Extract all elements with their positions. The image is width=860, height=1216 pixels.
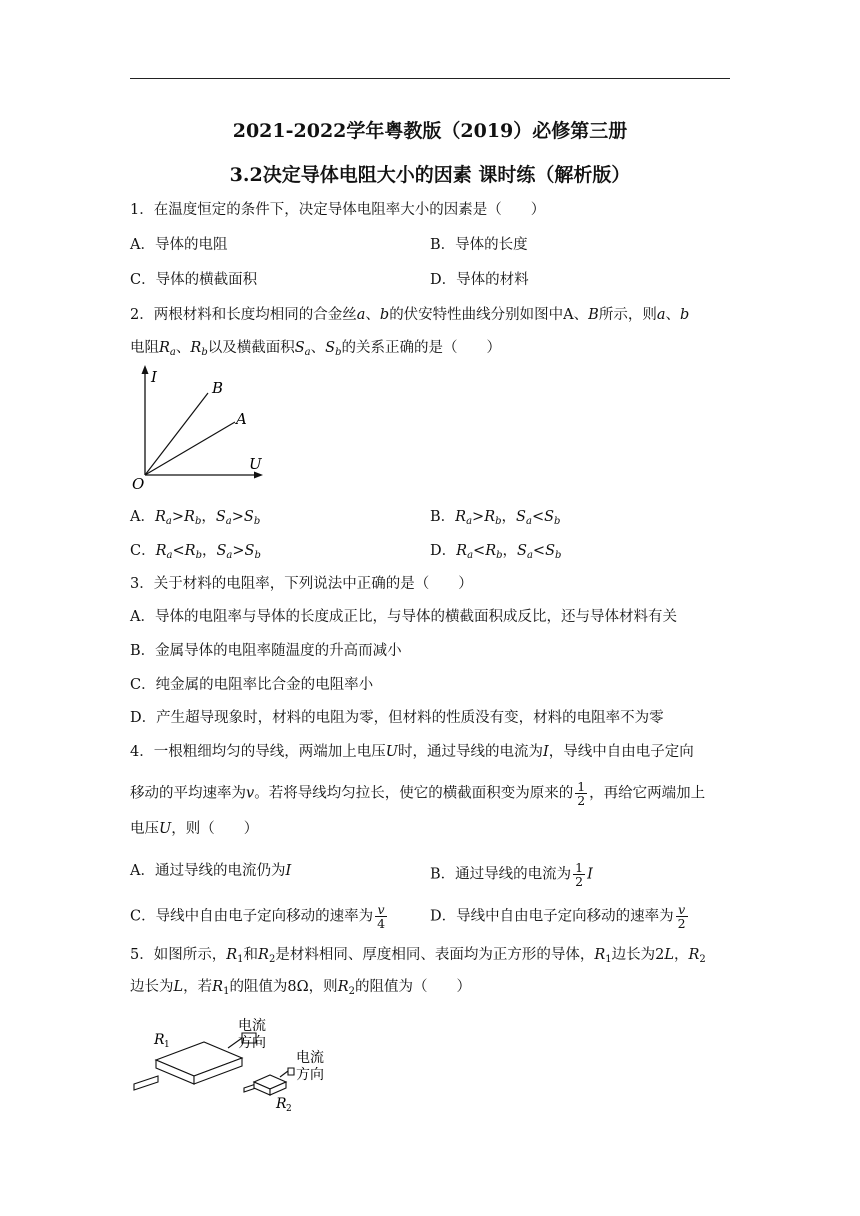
iu-graph bbox=[128, 362, 268, 492]
r1-current-label-1: 电流 bbox=[238, 1018, 266, 1034]
q1-option-c: C．导体的横截面积 bbox=[130, 272, 258, 288]
origin-label: O bbox=[132, 475, 145, 492]
q3-option-a: A．导体的电阻率与导体的长度成正比，与导体的横截面积成反比，还与导体材料有关 bbox=[130, 609, 677, 625]
q1-option-d: D．导体的材料 bbox=[430, 272, 529, 288]
q4-stem-line-2: 移动的平均速率为v。若将导线均匀拉长，使它的横截面积变为原来的 $\frac{1}{2}$ ，再给它两端加上 bbox=[130, 779, 706, 808]
y-axis-label: I bbox=[151, 368, 157, 386]
r1-lead-left bbox=[134, 1076, 158, 1090]
q4-option-a: A．通过导线的电流仍为I bbox=[130, 863, 292, 879]
title-line-2: 3.2决定导体电阻大小的因素 课时练（解析版） bbox=[229, 164, 631, 186]
conductor-figure bbox=[128, 1012, 348, 1112]
q3-stem: 3．关于材料的电阻率，下列说法中正确的是（ ） bbox=[130, 576, 473, 592]
q4-stem-line-1: 4．一根粗细均匀的导线，两端加上电压U时，通过导线的电流为I，导线中自由电子定向 bbox=[130, 744, 694, 760]
line-b bbox=[145, 393, 208, 475]
q1-option-a: A．导体的电阻 bbox=[130, 237, 228, 253]
q4-option-c: C．导线中自由电子定向移动的速率为 $\frac{v}{4}$ bbox=[130, 902, 386, 931]
line-a bbox=[145, 422, 235, 475]
r1-current-label-2: 方向 bbox=[238, 1035, 266, 1051]
q3-option-c: C．纯金属的电阻率比合金的电阻率小 bbox=[130, 677, 374, 693]
r2-subscript: 2 bbox=[286, 1104, 292, 1112]
q4-option-d: D．导线中自由电子定向移动的速率为 $\frac{v}{2}$ bbox=[430, 902, 686, 931]
line-a-label: A bbox=[236, 410, 247, 428]
q2-option-c: C．$R_a<R_b$，$S_a>S_b$ bbox=[130, 543, 261, 561]
q2-option-b: B．$R_a>R_b$，$S_a<S_b$ bbox=[430, 509, 561, 527]
q1-option-b: B．导体的长度 bbox=[430, 237, 528, 253]
conductor-r2 bbox=[244, 1068, 294, 1095]
x-axis-label: U bbox=[249, 455, 262, 473]
fraction-one-half: $\frac{1}{2}$ bbox=[577, 779, 586, 808]
r2-current-label-1: 电流 bbox=[296, 1050, 324, 1066]
fraction-v-over-4: $\frac{v}{4}$ bbox=[377, 902, 386, 931]
q1-stem: 1．在温度恒定的条件下，决定导体电阻率大小的因素是（ ） bbox=[130, 202, 546, 218]
q4-option-b: B．通过导线的电流为 $\frac{1}{2}$ I bbox=[430, 860, 593, 889]
q2-stem-line-2: 电阻$R_a$、$R_b$以及横截面积$S_a$、$S_b$的关系正确的是（ ） bbox=[130, 340, 501, 358]
header-rule bbox=[130, 78, 730, 79]
q5-stem-line-2: 边长为L，若$R_1$的阻值为8Ω，则$R_2$的阻值为（ ） bbox=[130, 979, 471, 997]
fraction-one-half: $\frac{1}{2}$ bbox=[575, 860, 584, 889]
q3-option-d: D．产生超导现象时，材料的电阻为零，但材料的性质没有变，材料的电阻率不为零 bbox=[130, 710, 664, 726]
r2-label: R bbox=[276, 1096, 287, 1112]
q5-stem-line-1: 5．如图所示，$R_1$和$R_2$是材料相同、厚度相同、表面均为正方形的导体，$R_1$边长为2L，$R_2$ bbox=[130, 947, 706, 965]
q3-option-b: B．金属导体的电阻率随温度的升高而减小 bbox=[130, 643, 402, 659]
r2-current-label-2: 方向 bbox=[296, 1067, 324, 1083]
r1-subscript: 1 bbox=[164, 1040, 170, 1050]
q2-stem-line-1: 2．两根材料和长度均相同的合金丝a、b的伏安特性曲线分别如图中A、B所示，则a、b bbox=[130, 307, 690, 323]
y-axis-arrow bbox=[142, 365, 149, 374]
r2-current-arrow bbox=[280, 1068, 294, 1077]
r1-label: R bbox=[154, 1032, 165, 1048]
q2-option-a: A．$R_a>R_b$，$S_a>S_b$ bbox=[130, 509, 261, 527]
fraction-v-over-2: $\frac{v}{2}$ bbox=[677, 902, 686, 931]
q2-option-d: D．$R_a<R_b$，$S_a<S_b$ bbox=[430, 543, 562, 561]
line-b-label: B bbox=[212, 379, 224, 397]
title-line-1: 2021-2022学年粤教版（2019）必修第三册 bbox=[232, 120, 628, 142]
q4-stem-line-3: 电压U，则（ ） bbox=[130, 821, 259, 837]
